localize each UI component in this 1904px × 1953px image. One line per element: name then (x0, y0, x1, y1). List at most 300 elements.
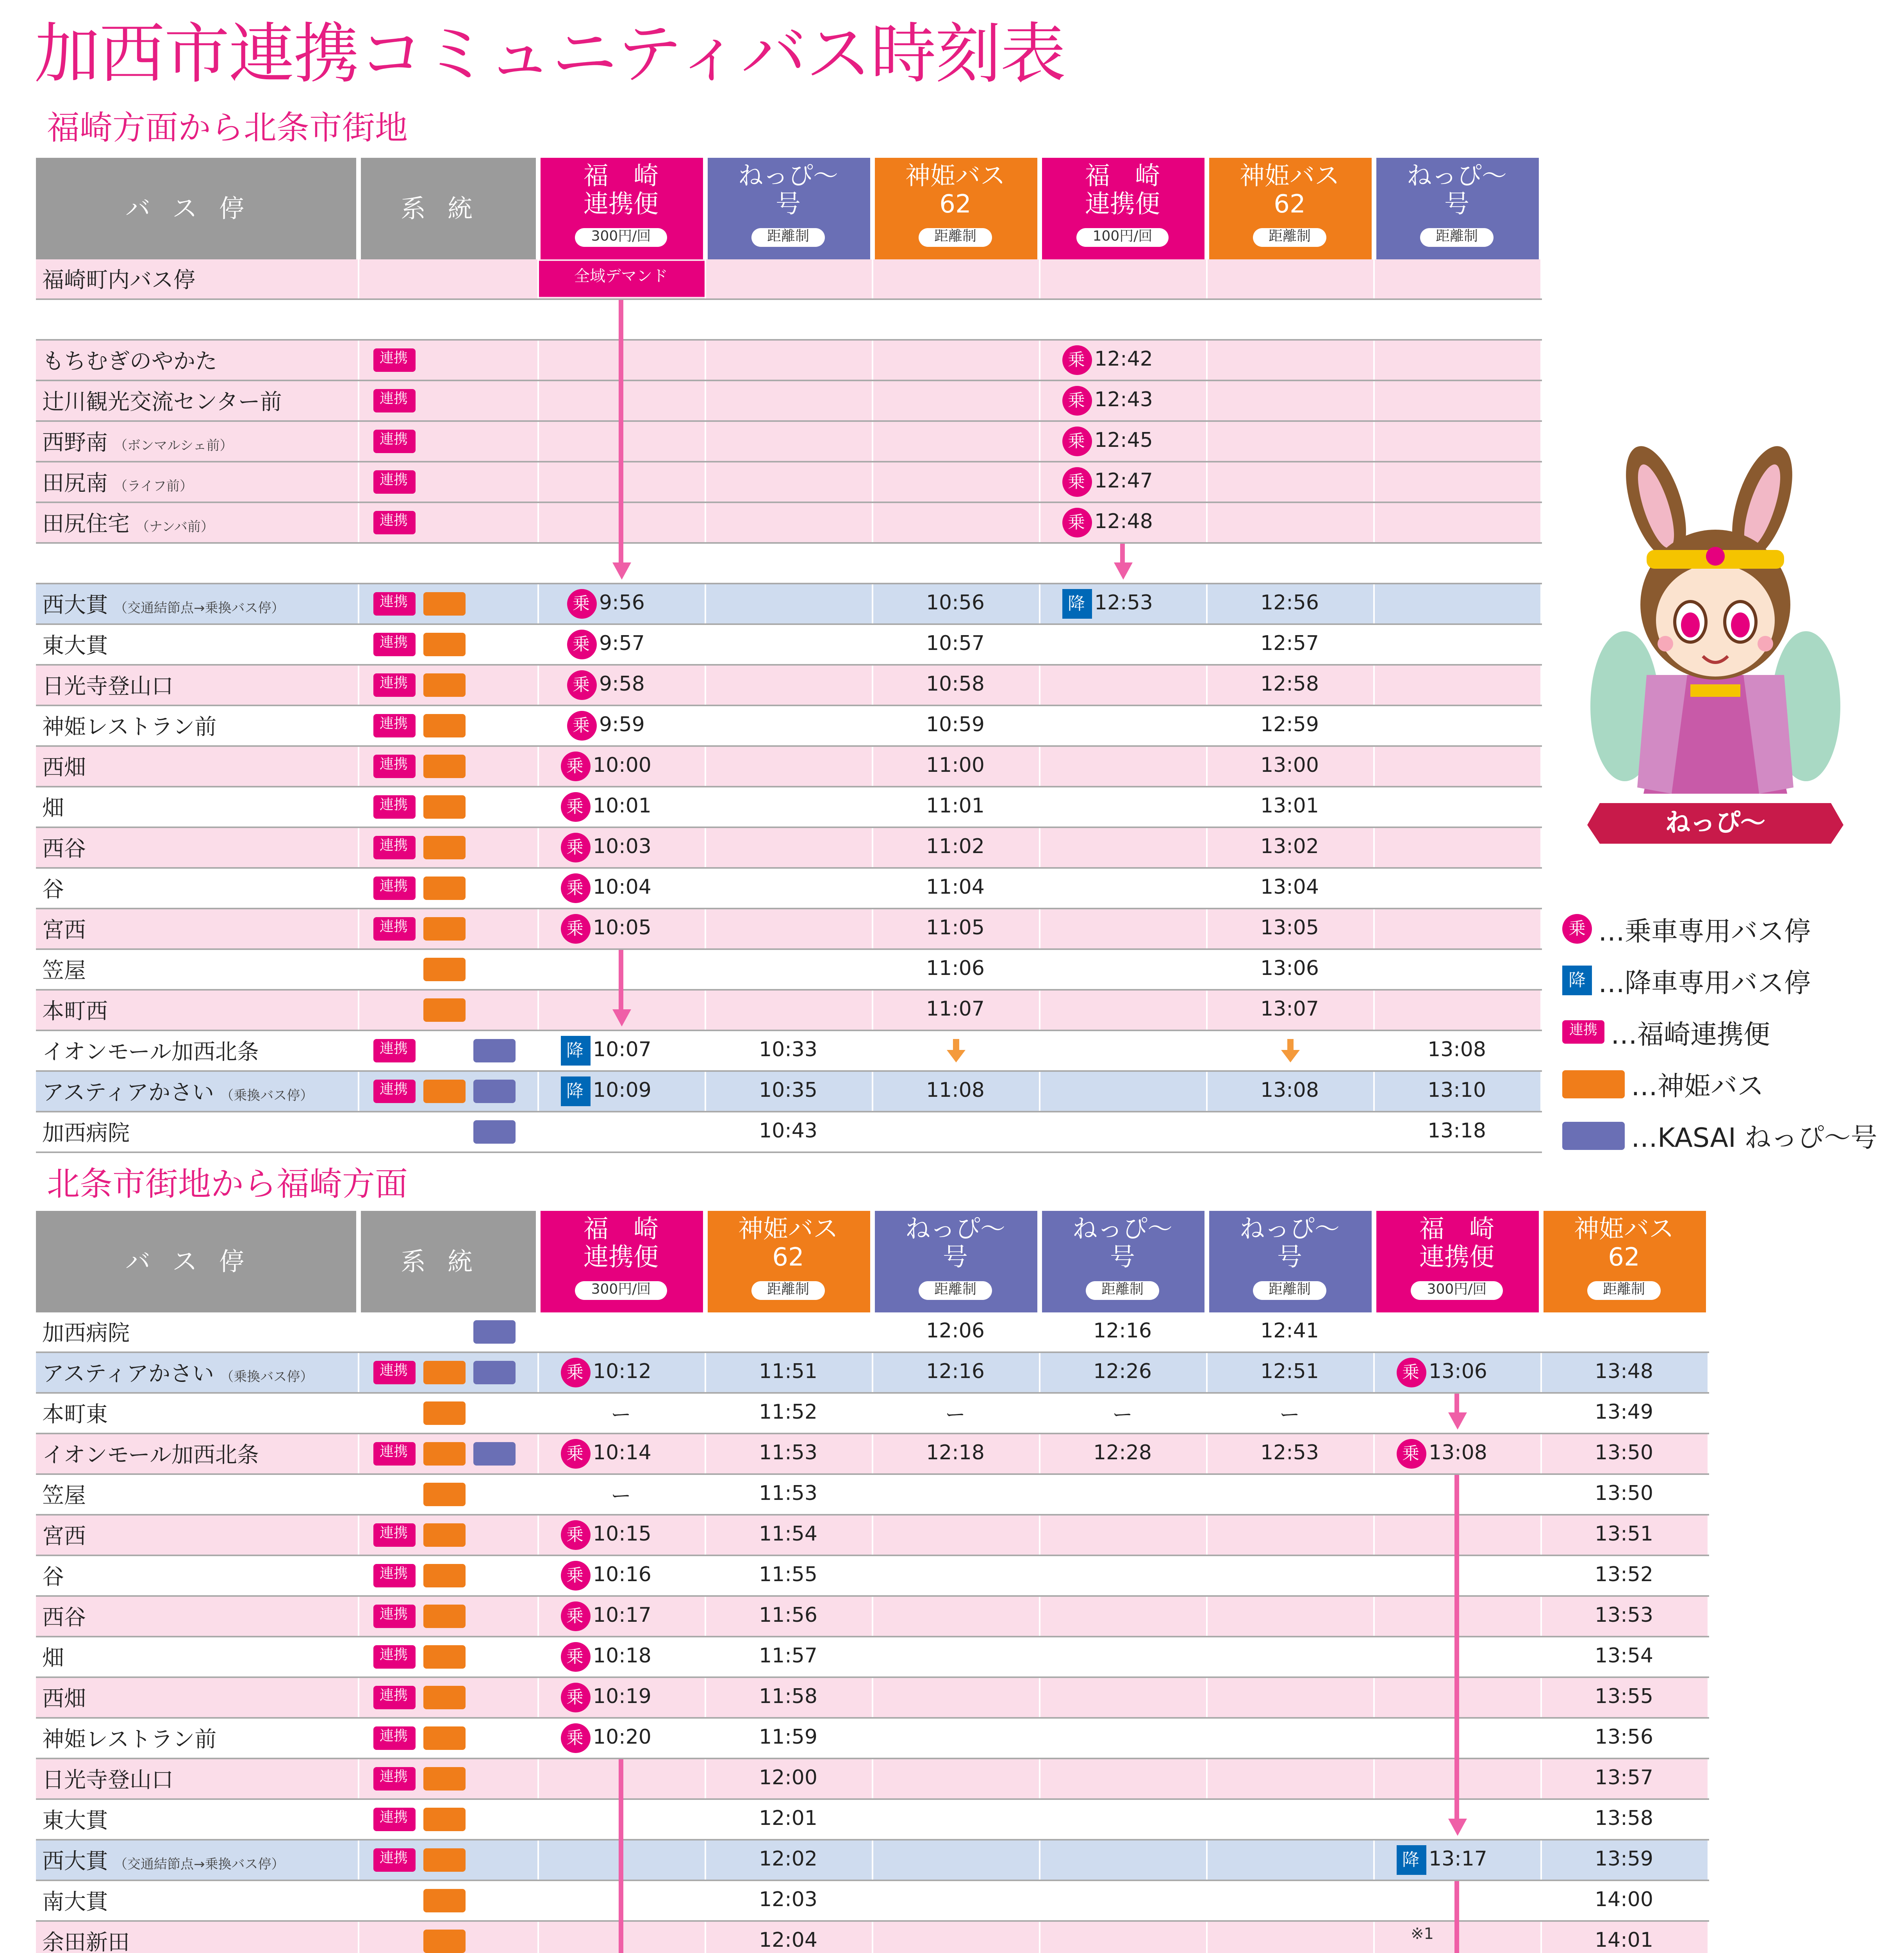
section1-time-cell (705, 584, 872, 624)
section2-stop-cell (36, 1758, 358, 1799)
time-value: 13:56 (1595, 1726, 1653, 1750)
time-value: 9:59 (599, 714, 645, 737)
section1-time-cell (1039, 421, 1206, 462)
section2-time-cell (1540, 1515, 1708, 1555)
board-only-icon: 乗 (560, 1723, 590, 1753)
time-value: 10:33 (759, 1039, 817, 1062)
time-value: 11:55 (759, 1564, 817, 1587)
shinki-bus-icon (423, 592, 465, 616)
section1-time-cell (872, 1071, 1039, 1112)
time-with-mark (1040, 503, 1205, 542)
section1-system-cell (358, 705, 537, 746)
time-value: ー (1112, 1405, 1133, 1428)
section1-time-cell (537, 827, 705, 868)
section1-stop-cell (36, 421, 358, 462)
section2-time-cell (537, 1515, 705, 1555)
time-with-mark (1374, 1353, 1540, 1392)
section1-time-cell (705, 421, 872, 462)
section1-header-line2: 号 (1444, 189, 1469, 219)
section1-row (36, 299, 1540, 340)
section1-stop-name: イオンモール加西北条 (42, 1040, 259, 1065)
shinki-bus-icon (423, 1442, 465, 1466)
section2-time-cell (705, 1840, 872, 1880)
section1-time-cell (1206, 909, 1373, 949)
section2-time-cell (537, 1677, 705, 1718)
section1-time-cell (1373, 259, 1540, 299)
section2-time-cell (705, 1515, 872, 1555)
section1-header-line1: 福 崎 (583, 161, 658, 191)
section1-stop-cell (36, 584, 358, 624)
section2-time-cell (872, 1312, 1039, 1352)
section2-time-cell (872, 1677, 1039, 1718)
pink-arrow-head (1447, 1819, 1466, 1836)
section1-stop-cell (36, 787, 358, 827)
renkei-tag-icon: 連携 (373, 755, 415, 778)
section1-stop-name: 本町西 (42, 999, 108, 1024)
section1-time-cell (872, 1112, 1039, 1152)
section1-stop-name: アスティアかさい (42, 1080, 214, 1105)
section2-header-line1: 福 崎 (583, 1214, 658, 1244)
spacer (373, 958, 415, 981)
time-with-mark (538, 828, 704, 867)
mascot-illustration (1578, 441, 1853, 856)
section1-time-cell (705, 259, 872, 299)
page-title: 加西市連携コミュニティバス時刻表 (34, 16, 1065, 92)
time-value: 10:59 (926, 714, 985, 737)
section1-time-cell (1373, 990, 1540, 1030)
time-value: 13:08 (1260, 1080, 1319, 1103)
section2-time-cell (1206, 1434, 1373, 1474)
time-value: 11:51 (759, 1361, 817, 1384)
renkei-tag-icon: 連携 (373, 1686, 415, 1709)
section2-time-cell (1039, 1474, 1206, 1515)
section2-system-cell (358, 1474, 537, 1515)
section2-header-fare: 距離制 (751, 1281, 825, 1300)
board-only-icon: 乗 (560, 833, 590, 862)
section2-header-fare: 300円/回 (1411, 1281, 1503, 1300)
renkei-tag-icon: 連携 (373, 1361, 415, 1384)
section1-stop-note: （ボンマルシェ前） (114, 438, 233, 454)
legend-item (1562, 961, 1811, 1000)
time-value: 12:45 (1094, 430, 1153, 453)
section1-time-cell (872, 746, 1039, 787)
section1-time-cell (705, 665, 872, 705)
time-with-mark (1040, 341, 1205, 380)
section2-system-cell (358, 1555, 537, 1596)
section2-time-cell (1540, 1799, 1708, 1840)
section2-time-cell (1039, 1840, 1206, 1880)
board-only-icon: 乗 (1062, 345, 1091, 375)
section1-row (36, 990, 1540, 1030)
section2-heading: 北条市街地から福崎方面 (47, 1166, 408, 1203)
time-value: 13:08 (1428, 1039, 1486, 1062)
section1-system-cell (358, 665, 537, 705)
section2-header-col-1 (705, 1211, 872, 1312)
section1-system-cell (358, 340, 537, 380)
renkei-tag-icon: 連携 (373, 1645, 415, 1669)
section1-time-cell (1373, 787, 1540, 827)
section1-time-cell (537, 746, 705, 787)
section2-header-fare: 距離制 (1253, 1281, 1326, 1300)
time-value: 13:53 (1595, 1605, 1653, 1628)
section1-time-cell (1039, 340, 1206, 380)
time-value: 11:08 (926, 1080, 985, 1103)
section1-time-cell (872, 909, 1039, 949)
section1-time-cell (537, 1071, 705, 1112)
board-only-icon: 乗 (560, 792, 590, 822)
section1-stop-name: もちむぎのやかた (42, 349, 217, 374)
section2-time-cell (1540, 1677, 1708, 1718)
section2-time-cell (872, 1718, 1039, 1758)
section2-time-cell (1540, 1393, 1708, 1434)
time-value: 10:12 (593, 1361, 651, 1384)
section1-time-cell (705, 827, 872, 868)
time-with-mark (538, 1516, 704, 1555)
section1-row (36, 746, 1540, 787)
board-only-icon: 乗 (560, 873, 590, 903)
section1-time-cell (705, 705, 872, 746)
section2-time-cell (1206, 1474, 1373, 1515)
time-value: 12:43 (1094, 389, 1153, 412)
section1-stop-name: 日光寺登山口 (42, 674, 173, 699)
time-value: 11:01 (926, 795, 985, 819)
time-value: 11:05 (926, 917, 985, 941)
time-value: 10:19 (593, 1686, 651, 1709)
time-value: 10:43 (759, 1120, 817, 1144)
renkei-tag-icon: 連携 (373, 714, 415, 737)
section1-stop-name: 宮西 (42, 918, 86, 943)
section2-time-cell (705, 1596, 872, 1637)
shinki-bus-icon (423, 1401, 465, 1425)
section2-time-cell (1039, 1758, 1206, 1799)
section2-row (36, 1840, 1708, 1880)
section1-stop-cell (36, 665, 358, 705)
section1-time-cell (1039, 746, 1206, 787)
section2-time-cell (537, 1637, 705, 1677)
section2-stop-cell (36, 1677, 358, 1718)
section2-time-cell (1540, 1921, 1708, 1953)
time-value: 12:02 (759, 1848, 817, 1872)
time-value: 13:51 (1595, 1523, 1653, 1547)
time-value: 13:06 (1429, 1361, 1487, 1384)
section1-stop-cell (36, 259, 358, 299)
section2-time-cell (1206, 1555, 1373, 1596)
legend-item (1562, 909, 1811, 948)
section1-stop-cell (36, 624, 358, 665)
section1-stop-name: 田尻住宅 (42, 512, 130, 537)
section2-time-cell (1373, 1434, 1540, 1474)
time-value: 13:58 (1595, 1808, 1653, 1831)
section2-time-cell (1540, 1312, 1708, 1352)
section1-time-cell (872, 827, 1039, 868)
section2-stop-name: 東大貫 (42, 1808, 108, 1833)
section1-row (36, 705, 1540, 746)
legend-text: …KASAI ねっぴ～号 (1631, 1123, 1877, 1155)
section1-time-cell (705, 909, 872, 949)
section1-time-cell (872, 462, 1039, 502)
section1-time-cell (1206, 787, 1373, 827)
time-value: 10:56 (926, 592, 985, 616)
board-only-icon: 乗 (1062, 467, 1091, 497)
section1-time-cell (1206, 1071, 1373, 1112)
section1-system-cell (358, 380, 537, 421)
section1-time-cell (705, 462, 872, 502)
neppy-bus-icon (473, 1442, 515, 1466)
section2-header-col-3 (1039, 1211, 1206, 1312)
section2-stop-name: 西谷 (42, 1605, 86, 1630)
board-only-icon: 乗 (560, 1520, 590, 1550)
board-only-icon: 乗 (560, 1683, 590, 1712)
time-value: 12:00 (759, 1767, 817, 1791)
section1-row (36, 827, 1540, 868)
section1-time-cell (1039, 990, 1206, 1030)
section1-time-cell (872, 705, 1039, 746)
neppy-bus-legend-icon (1562, 1121, 1625, 1149)
renkei-tag-icon: 連携 (373, 348, 415, 372)
renkei-tag-icon: 連携 (373, 877, 415, 900)
section2-time-cell (705, 1758, 872, 1799)
section1-stop-cell (36, 868, 358, 909)
time-value: 13:54 (1595, 1645, 1653, 1669)
shinki-bus-icon (423, 877, 465, 900)
section2-system-cell (358, 1840, 537, 1880)
time-value: 13:50 (1595, 1442, 1653, 1466)
time-value: 12:53 (1260, 1442, 1319, 1466)
section1-table (36, 158, 1543, 1153)
section2-stop-name: 加西病院 (42, 1321, 130, 1346)
section1-time-cell (1373, 909, 1540, 949)
pink-arrow-head (612, 562, 630, 580)
section1-time-cell (1039, 624, 1206, 665)
section1-time-cell (705, 340, 872, 380)
shinki-bus-icon (423, 1564, 465, 1587)
section2-time-cell (1206, 1718, 1373, 1758)
section2-stop-cell (36, 1637, 358, 1677)
time-value: 13:01 (1260, 795, 1319, 819)
legend-text: …降車専用バス停 (1598, 969, 1811, 1000)
section2-time-cell (1206, 1840, 1373, 1880)
shinki-bus-icon (423, 1767, 465, 1791)
section2-time-cell (537, 1718, 705, 1758)
renkei-tag-icon: 連携 (373, 1039, 415, 1062)
section1-row (36, 462, 1540, 502)
section2-stop-note: （交通結節点→乗換バス停） (114, 1857, 285, 1873)
time-value: 12:41 (1260, 1320, 1319, 1344)
section1-time-cell (705, 990, 872, 1030)
renkei-legend-icon: 連携 (1562, 1020, 1604, 1044)
time-value: 11:07 (926, 998, 985, 1022)
section2-stop-cell (36, 1393, 358, 1434)
section1-time-cell (872, 259, 1039, 299)
section1-stop-cell (36, 543, 358, 584)
section2-system-cell (358, 1758, 537, 1799)
section1-stop-name: 東大貫 (42, 634, 108, 659)
neppy-bus-icon (473, 1320, 515, 1344)
section1-time-cell (537, 624, 705, 665)
alight-only-icon: 降 (1062, 589, 1091, 619)
section2-stop-name: 畑 (42, 1646, 64, 1671)
section2-stop-cell (36, 1555, 358, 1596)
section2-time-cell (872, 1637, 1039, 1677)
renkei-tag-icon: 連携 (373, 1848, 415, 1872)
section2-time-cell (537, 1312, 705, 1352)
section1-system-cell (358, 787, 537, 827)
section2-header-fare: 距離制 (1587, 1281, 1661, 1300)
time-value: 10:35 (759, 1080, 817, 1103)
section1-time-cell (1373, 462, 1540, 502)
note-mark: ※1 (1411, 1926, 1434, 1944)
time-value: 12:06 (926, 1320, 985, 1344)
renkei-tag-icon: 連携 (373, 1523, 415, 1547)
section1-time-cell (537, 705, 705, 746)
pink-arrow-line (619, 1759, 623, 1953)
section1-header-line2: 連携便 (1085, 189, 1160, 219)
time-with-mark (1374, 1841, 1540, 1880)
section2-header-line2: 号 (1110, 1242, 1135, 1272)
time-value: 10:09 (593, 1080, 651, 1103)
time-value: ー (610, 1405, 631, 1428)
renkei-tag-icon: 連携 (373, 1726, 415, 1750)
section1-header-col-1 (705, 158, 872, 259)
section1-system-cell (358, 909, 537, 949)
section2-time-cell (705, 1718, 872, 1758)
section1-stop-cell (36, 746, 358, 787)
alight-only-icon: 降 (560, 1036, 590, 1066)
section1-time-cell (1373, 1112, 1540, 1152)
legend-item (1562, 1012, 1770, 1051)
time-value: 13:49 (1595, 1401, 1653, 1425)
section2-time-cell (1039, 1718, 1206, 1758)
shinki-bus-icon (423, 958, 465, 981)
section2-stop-name: 南大貫 (42, 1890, 108, 1915)
section1-header-line1: ねっぴ～ (1406, 161, 1507, 191)
section2-stop-cell (36, 1515, 358, 1555)
section1-time-cell (705, 380, 872, 421)
alight-only-legend-icon: 降 (1562, 966, 1592, 995)
section1-time-cell (705, 949, 872, 990)
time-with-mark (1040, 462, 1205, 502)
section2-header-row (36, 1211, 1708, 1312)
spacer (373, 1930, 415, 1953)
section2-stop-cell (36, 1352, 358, 1393)
section2-time-cell (1540, 1474, 1708, 1515)
section2-time-cell (1206, 1921, 1373, 1953)
section2-time-cell (1540, 1434, 1708, 1474)
time-value: 11:02 (926, 836, 985, 859)
board-only-icon: 乗 (1396, 1439, 1426, 1469)
section2-stop-note: （乗換バス停） (220, 1369, 314, 1385)
section2-time-cell (705, 1474, 872, 1515)
section1-header-line1: 神姫バス (905, 161, 1005, 191)
section1-heading: 福崎方面から北条市街地 (47, 109, 408, 147)
section1-header-fare: 100円/回 (1077, 228, 1168, 247)
section1-time-cell (705, 1071, 872, 1112)
time-value: 11:53 (759, 1442, 817, 1466)
section1-time-cell (705, 787, 872, 827)
section2-time-cell (1039, 1799, 1206, 1840)
section2-header-fare: 距離制 (1086, 1281, 1159, 1300)
spacer (373, 1320, 415, 1344)
section2-stop-name: 西大貫 (42, 1849, 108, 1874)
section2-stop-cell (36, 1921, 358, 1953)
shinki-bus-icon (423, 1930, 465, 1953)
section1-header-col-4 (1206, 158, 1373, 259)
time-with-mark (538, 909, 704, 948)
section1-time-cell (1206, 421, 1373, 462)
time-value: 10:00 (593, 755, 651, 778)
section1-time-cell (1206, 827, 1373, 868)
section1-system-cell (358, 746, 537, 787)
shinki-bus-icon (423, 1645, 465, 1669)
section1-system-cell (358, 1030, 537, 1071)
time-value: ー (945, 1405, 965, 1428)
section1-time-cell (1039, 502, 1206, 543)
shinki-bus-icon (423, 1889, 465, 1912)
section2-time-cell (1206, 1352, 1373, 1393)
section2-header-col-4 (1206, 1211, 1373, 1312)
time-value: 12:51 (1260, 1361, 1319, 1384)
orange-arrow-head (1280, 1050, 1299, 1062)
section2-header-line1: ねっぴ～ (905, 1214, 1005, 1244)
section1-time-cell (872, 502, 1039, 543)
time-value: 12:57 (1260, 633, 1319, 656)
time-value: 10:20 (593, 1726, 651, 1750)
section1-time-cell (1206, 1112, 1373, 1152)
section1-system-cell (358, 990, 537, 1030)
section2-stop-cell (36, 1718, 358, 1758)
time-value: 13:10 (1428, 1080, 1486, 1103)
section2-time-cell (1206, 1312, 1373, 1352)
section1-stop-name: 辻川観光交流センター前 (42, 390, 282, 415)
time-value: 13:50 (1595, 1483, 1653, 1506)
section1-time-cell (705, 502, 872, 543)
section2-system-cell (358, 1393, 537, 1434)
section1-stop-name: 福崎町内バス停 (42, 268, 195, 293)
legend-text: …福崎連携便 (1611, 1020, 1770, 1051)
renkei-tag-icon: 連携 (373, 430, 415, 453)
pink-arrow-head (612, 1009, 630, 1026)
section1-header-line2: 号 (775, 189, 801, 219)
time-with-mark (538, 1719, 704, 1758)
section1-header-line2: 連携便 (583, 189, 658, 219)
shinki-bus-icon (423, 1686, 465, 1709)
section2-time-cell (1540, 1718, 1708, 1758)
time-value: 10:57 (926, 633, 985, 656)
section1-stop-name: 西谷 (42, 837, 86, 862)
section1-stop-name: 加西病院 (42, 1121, 130, 1146)
time-value: 11:04 (926, 877, 985, 900)
section1-time-cell (1206, 299, 1373, 340)
section1-time-cell (1039, 909, 1206, 949)
section2-stop-cell (36, 1840, 358, 1880)
section2-time-cell (872, 1921, 1039, 1953)
section2-time-cell (1039, 1515, 1206, 1555)
section1-header-line1: 神姫バス (1239, 161, 1340, 191)
section1-stop-cell (36, 705, 358, 746)
time-value: 10:07 (593, 1039, 651, 1062)
section1-time-cell (537, 584, 705, 624)
section1-stop-name: 谷 (42, 877, 64, 902)
section2-header-col-6 (1540, 1211, 1708, 1312)
time-value: 10:04 (593, 877, 651, 900)
section2-header-col-0 (537, 1211, 705, 1312)
time-value: 13:18 (1428, 1120, 1486, 1144)
section2-time-cell (1206, 1596, 1373, 1637)
section1-time-cell (872, 624, 1039, 665)
time-value: 10:03 (593, 836, 651, 859)
board-only-icon: 乗 (560, 1561, 590, 1591)
section1-header-fare: 300円/回 (576, 228, 667, 247)
